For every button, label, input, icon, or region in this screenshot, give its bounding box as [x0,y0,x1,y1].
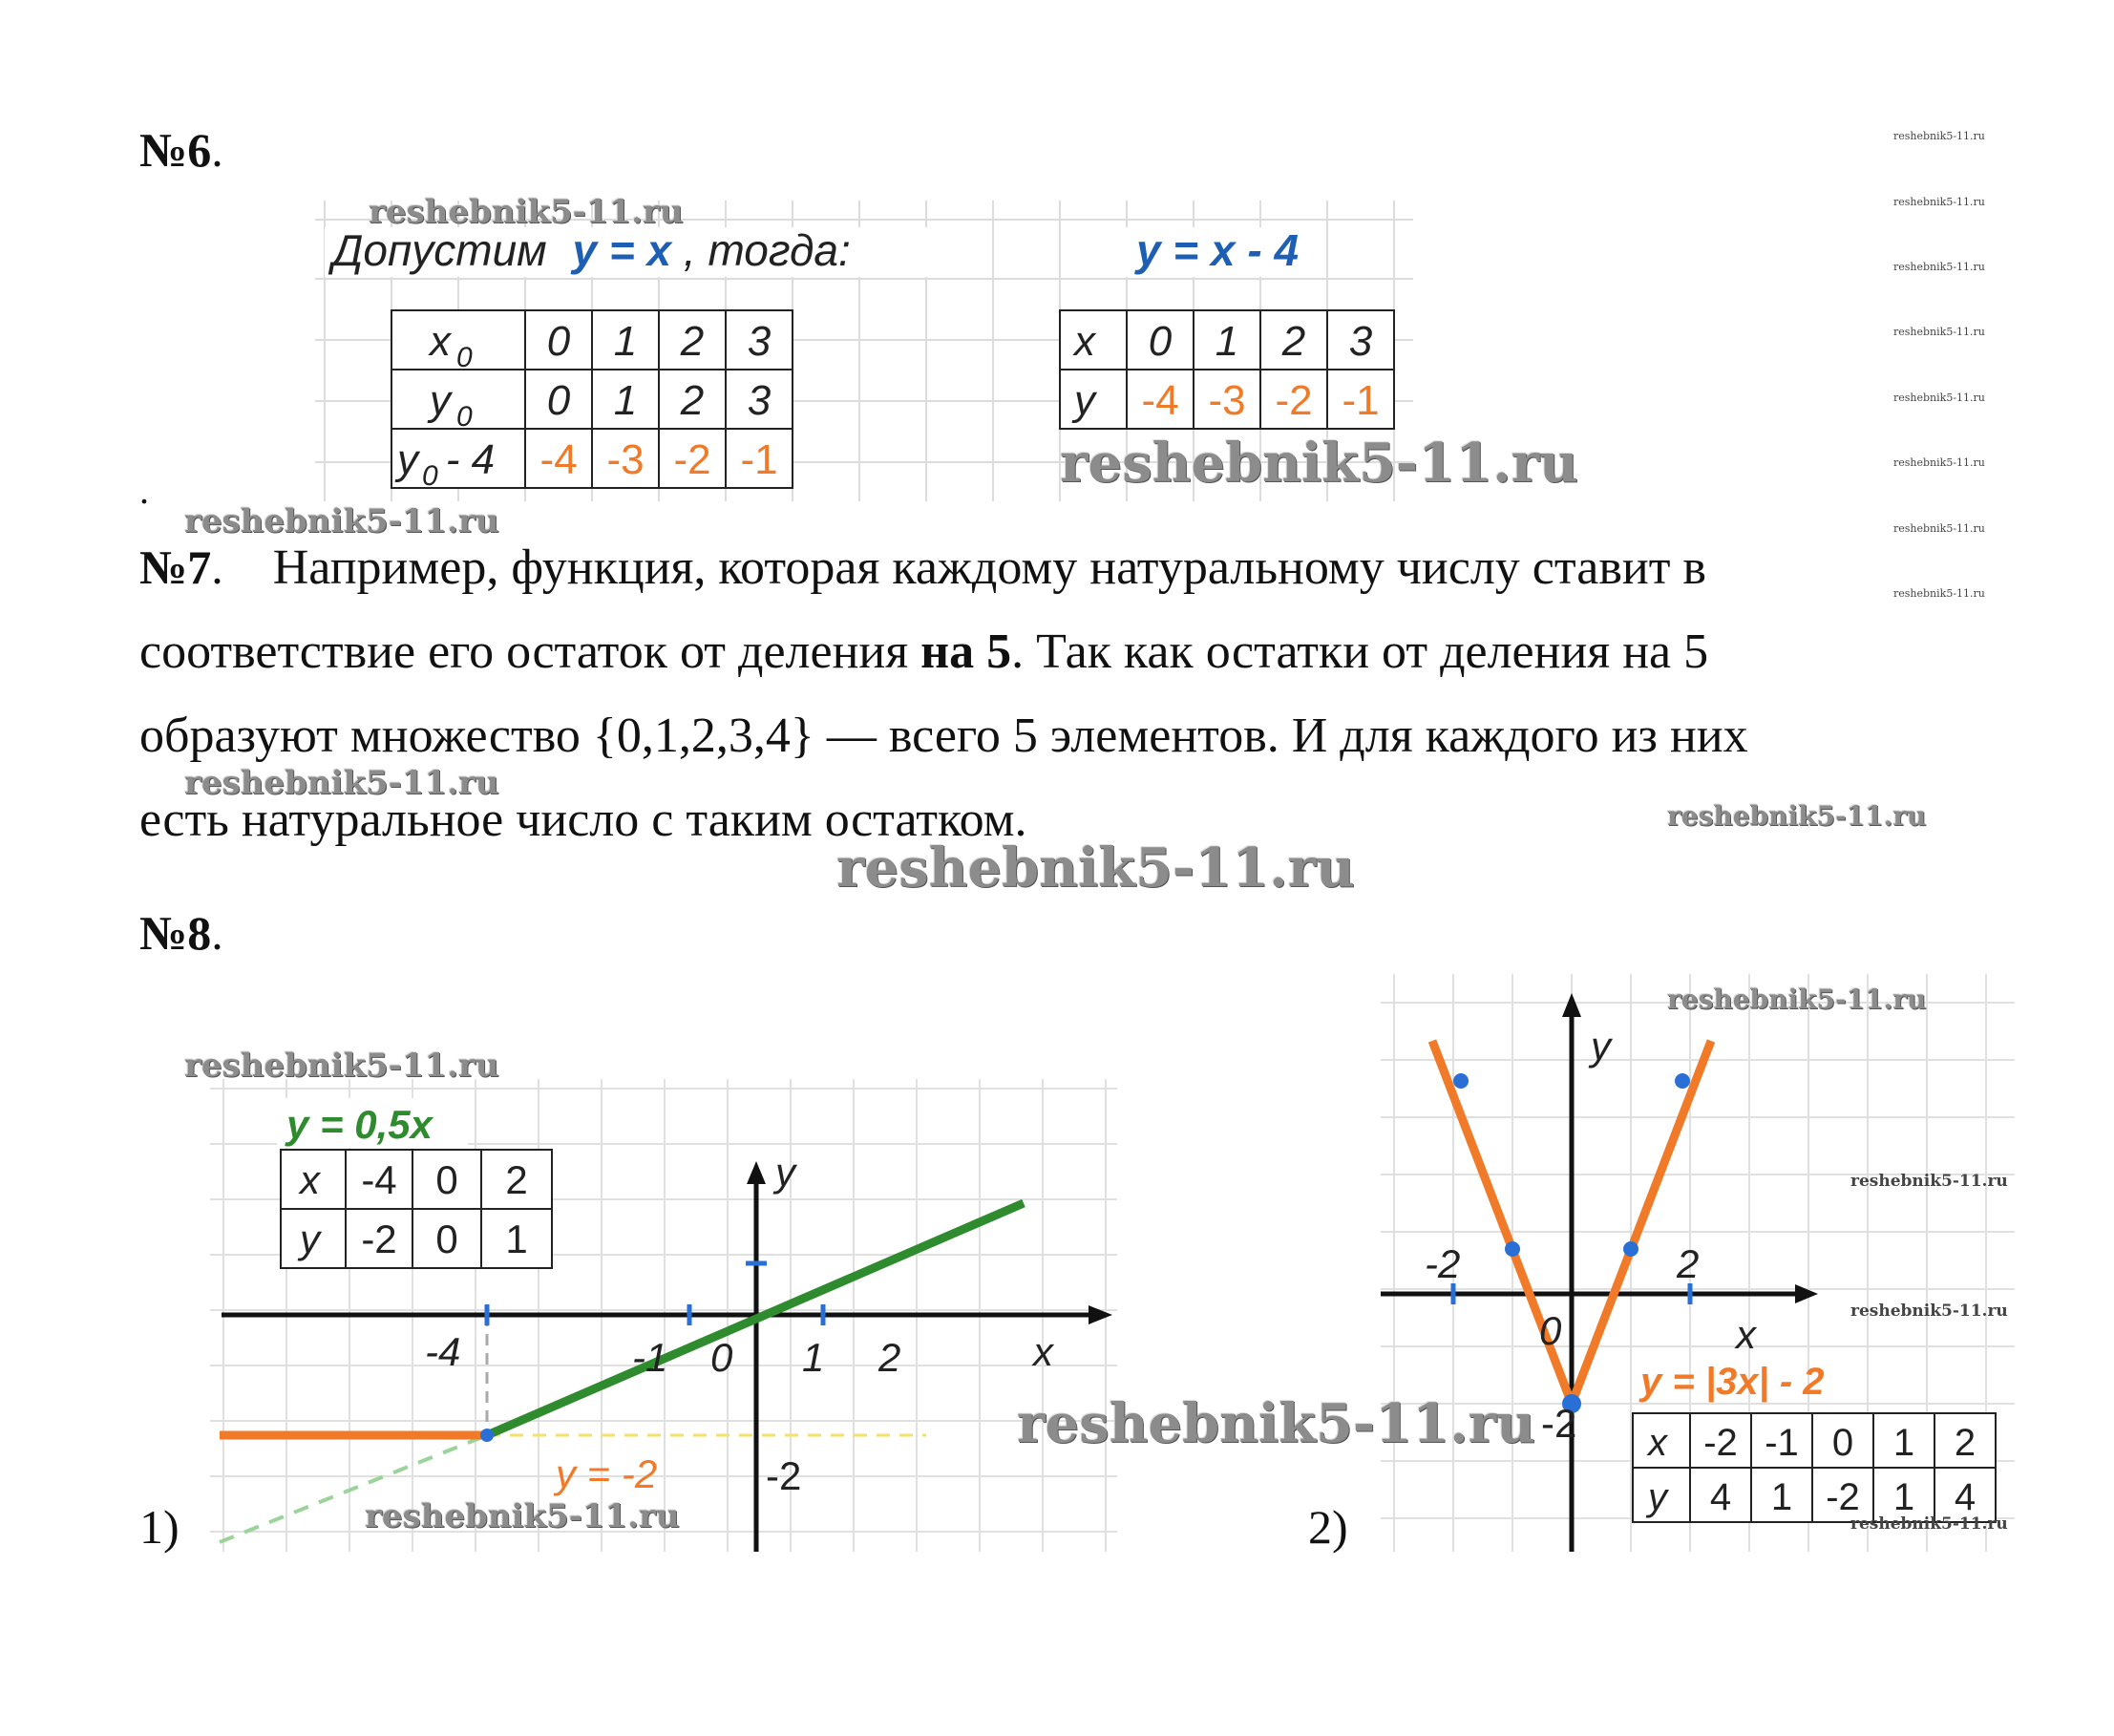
graph1-table-y-cell: 0 [435,1217,458,1261]
watermark: reshebnik5-11.ru [1060,432,1578,495]
svg-text:Допустим y = x , т [328,225,851,275]
task6-t2-y-cell: -1 [1342,377,1380,424]
task7-line4: есть натуральное число с таким остатком. [139,793,1027,847]
graph1-table-x-cell: -4 [361,1157,397,1202]
graph1-x-arrow [1089,1305,1112,1324]
task6-t2-x-cell: 2 [1281,318,1306,365]
task7-block [139,525,1748,862]
task6-t1-y0m4-cell: -3 [606,436,645,483]
graph2-tick-label: 2 [1677,1241,1700,1286]
task6-intro-prefix: Допустим [332,225,547,275]
task6-heading-num: №6 [139,123,212,177]
task6-t1-x0-cell: 1 [613,318,638,365]
graph2-table [1633,1413,1996,1522]
graph2-tick-label: 0 [1539,1308,1562,1353]
task7-heading-dot: . [211,540,223,594]
task7-heading [139,540,223,594]
graph2-point [1453,1073,1469,1089]
watermark: reshebnik5-11.ru [184,764,499,802]
graph1-table-x-cell: 0 [435,1157,458,1202]
watermark-tiny: reshebnik5-11.ru [1893,196,1985,208]
graph1-axis-y-label: y [775,1150,795,1195]
task8-graph2 [1375,974,2024,1556]
task6-t2-label-y: y [1074,377,1095,424]
watermark: reshebnik5-11.ru [184,502,499,540]
task6-t2-y-cell: -2 [1275,377,1313,424]
task6-t1-x0-cell: 3 [747,318,772,365]
watermark-tiny: reshebnik5-11.ru [1850,1514,2008,1534]
watermark-tiny: reshebnik5-11.ru [1893,587,1985,600]
watermark-tiny: reshebnik5-11.ru [1893,130,1985,142]
graph2-table-x-cell: 2 [1954,1422,1977,1464]
task6-t1-label-x0: x $_0$ [430,318,473,373]
task6-t1-y0-cell: 0 [546,377,571,424]
task6-t1-x0-cell: 0 [546,318,571,365]
graph2-x-arrow [1795,1284,1818,1303]
task7-line1-text: Например, функция, которая каждому натуральному числу ставит в [272,540,1706,595]
graph2-number: 2) [1308,1500,1348,1554]
graph2-point [1505,1241,1520,1257]
task6-t1-y0m4-cell: -4 [539,436,578,483]
graph2-table-xlabel: x [1648,1422,1667,1464]
task6-table2 [1060,310,1394,429]
graph2-formula: y = |3x| - 2 [1640,1361,1825,1403]
task7-line2 [139,610,1748,694]
task6-intro-formula: y = x [572,225,672,275]
graph1-point [480,1429,494,1442]
task7-heading-num: №7 [139,540,212,594]
watermark-tiny: reshebnik5-11.ru [1893,456,1985,469]
graph2-table-x-cell: -2 [1703,1422,1738,1464]
graph1-axis-x-label: x [1033,1329,1053,1374]
graph2-point [1675,1073,1690,1089]
watermark-tiny: reshebnik5-11.ru [1850,1172,2008,1191]
stray-dot: . [139,469,149,512]
graph1-table-ylabel: y [300,1217,320,1261]
graph2-tick-label: -2 [1541,1401,1577,1446]
watermark: reshebnik5-11.ru [836,836,1355,900]
task6-heading-dot: . [211,123,223,177]
task6-t1-y0-cell: 3 [747,377,772,424]
graph1-tick-label: -1 [632,1335,668,1380]
watermark: reshebnik5-11.ru [369,193,684,231]
graph1-y-arrow [747,1161,766,1184]
task8-heading [139,905,223,961]
graph1-tick-label: 1 [802,1335,825,1380]
watermark-tiny: reshebnik5-11.ru [1893,522,1985,535]
task6-t2-y-cell: -4 [1141,377,1179,424]
task8-heading-dot: . [211,906,223,960]
watermark: reshebnik5-11.ru [1667,800,1927,832]
graph2-point [1623,1241,1638,1257]
graph1-line-label: y = -2 [556,1451,658,1496]
watermark: reshebnik5-11.ru [1667,984,1927,1015]
task6-t2-label-x: x [1074,318,1095,365]
graph1-table [281,1150,552,1268]
graph2-table-y-cell: 1 [1892,1476,1915,1518]
graph2-table-x-cell: 1 [1892,1422,1915,1464]
watermark-tiny: reshebnik5-11.ru [1893,392,1985,404]
graph2-table-x-cell: -1 [1765,1422,1799,1464]
graph2-tick-label: -2 [1425,1241,1461,1286]
graph2-y-arrow [1562,993,1581,1017]
graph2-table-y-cell: -2 [1826,1476,1860,1518]
graph1-table-y-cell: 1 [505,1217,528,1261]
task7-line2-bold: на 5 [920,625,1012,679]
graph2-axis-x-label: x [1736,1312,1756,1357]
graph1-number: 1) [139,1500,180,1554]
task6-t2-y-cell: -3 [1208,377,1246,424]
graph1-table-xlabel: x [300,1157,320,1202]
task6-intro-suffix: , тогда: [683,225,851,275]
task6-t1-y0m4-cell: -1 [740,436,778,483]
graph1-table-y-cell: -2 [361,1217,397,1261]
graph1-tick-label: 2 [878,1335,901,1380]
watermark: reshebnik5-11.ru [184,1047,499,1085]
graph2-table-ylabel: y [1648,1476,1667,1518]
task6-heading [139,122,223,178]
task6-t1-y0-cell: 1 [613,377,638,424]
task6-t1-label-y0m4: y $_0$ - 4 [397,436,496,492]
task6-t1-label-y0: y $_0$ [430,377,473,433]
watermark-tiny: reshebnik5-11.ru [1893,261,1985,273]
task7-line2-a: соответствие его остаток от деления [139,625,921,679]
graph2-table-x-cell: 0 [1831,1422,1854,1464]
task6-t1-x0-cell: 2 [680,318,705,365]
task7-line3: образуют множество {0,1,2,3,4} — всего 5 элементов. И для каждого из них [139,709,1748,763]
task6-table1 [391,310,793,492]
graph2-table-y-cell: 1 [1770,1476,1793,1518]
watermark: reshebnik5-11.ru [365,1497,680,1535]
graph1-tick-label: -4 [425,1329,461,1374]
graph1-tick-label: 0 [710,1335,733,1380]
graph2-axis-y-label: y [1591,1024,1611,1069]
graph2-table-y-cell: 4 [1709,1476,1732,1518]
task7-line2-b: . Так как остатки от деления на 5 [1011,625,1709,679]
watermark: reshebnik5-11.ru [1017,1392,1535,1455]
task6-t1-y0-cell: 2 [680,377,705,424]
graph1-formula: y = 0,5x [286,1102,433,1147]
task8-heading-num: №8 [139,906,212,960]
task6-t1-y0m4-cell: -2 [673,436,711,483]
task8-graph1 [210,1079,1127,1556]
graph2-table-y-cell: 4 [1954,1476,1977,1518]
watermark-tiny: reshebnik5-11.ru [1850,1302,2008,1321]
watermark-tiny: reshebnik5-11.ru [1893,326,1985,338]
graph1-tick-label: -2 [766,1453,802,1498]
task6-t2-x-cell: 1 [1215,318,1239,365]
task6-t2-x-cell: 3 [1348,318,1373,365]
task6-t2-x-cell: 0 [1148,318,1173,365]
task6-formula2: y = x - 4 [1136,225,1300,275]
graph1-table-x-cell: 2 [505,1157,528,1202]
